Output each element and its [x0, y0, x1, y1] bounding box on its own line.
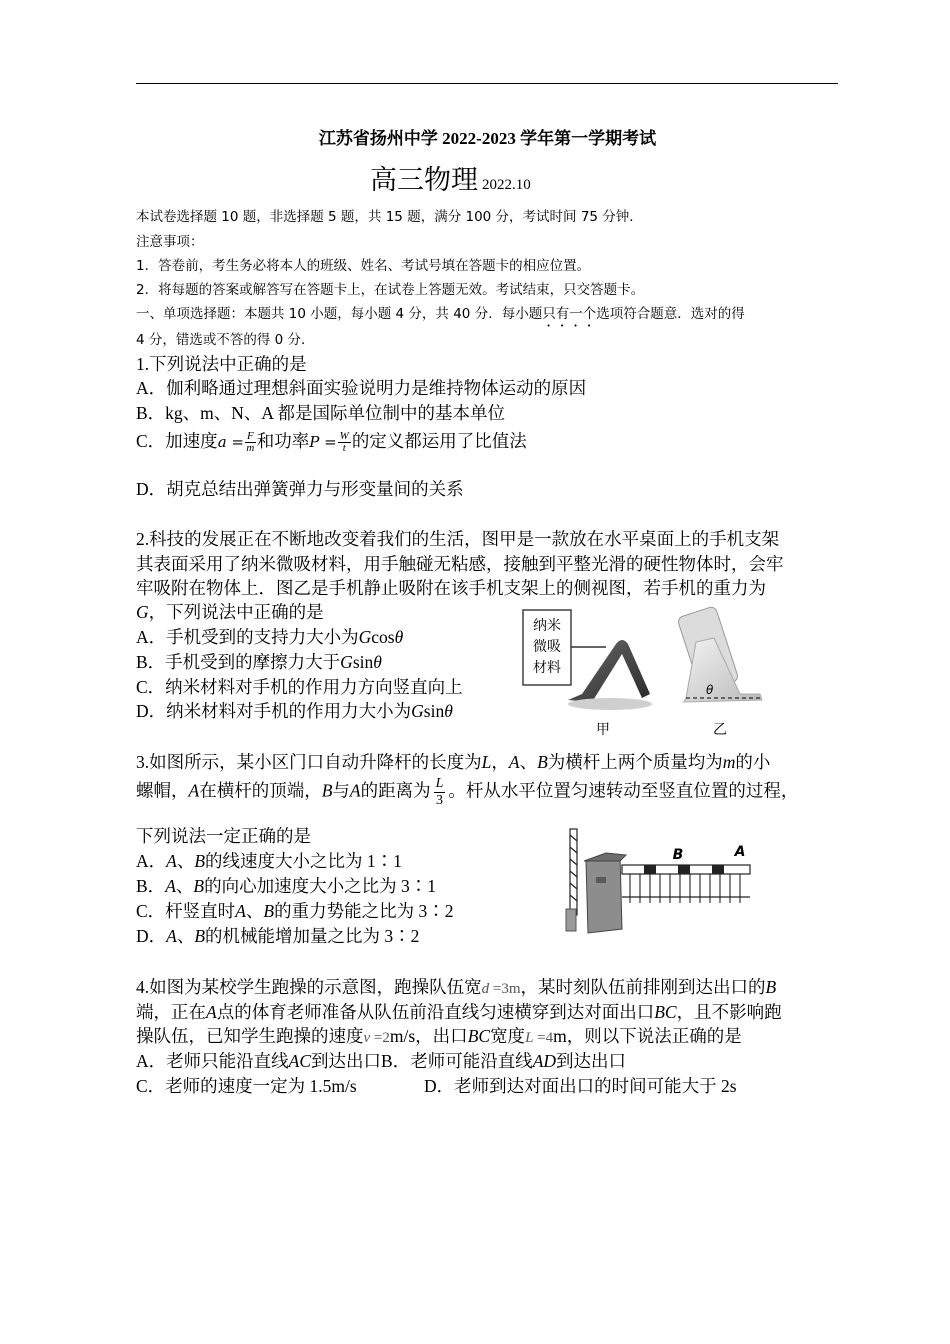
instruction-line-1: 本试卷选择题 10 题，非选择题 5 题，共 15 题，满分 100 分，考试时间 75 分钟．	[136, 209, 643, 225]
q3-l1-b: ，	[491, 752, 509, 772]
q4-l3-c: 宽度	[490, 1026, 526, 1046]
q2-d-g: G	[411, 701, 424, 721]
q2-a-pre: A．手机受到的支持力大小为	[136, 627, 359, 647]
q3-l1-c: 为横杆上两个质量均为	[547, 752, 723, 772]
q1-f1-num: F	[246, 430, 254, 443]
q3-option-b	[136, 873, 436, 898]
q1-formula-p-frac	[338, 431, 351, 454]
q3-option-a	[136, 848, 402, 873]
q2-figure	[518, 602, 780, 742]
q1-formula-a-frac	[245, 431, 256, 454]
q4-d-val: =3m	[489, 981, 521, 997]
q4-b-AD: AD	[532, 1051, 557, 1071]
stand-jia	[568, 640, 650, 702]
q1-option-c-pre: C．加速度	[136, 431, 218, 451]
q3-b-B: B	[193, 876, 205, 896]
exam-date: 2022.10	[482, 177, 531, 193]
top-rule	[136, 83, 838, 84]
q2-line-2: 其表面采用了纳米微吸材料，用手触碰无粘感，接触到平整光滑的硬性物体时，会牢	[136, 554, 784, 574]
q3-c-pre: C．杆竖直时	[136, 901, 236, 921]
q4-a-post: 到达出口	[311, 1051, 382, 1071]
q4-b-post: 到达出口	[556, 1051, 627, 1071]
q4-a-pre: A．老师只能沿直线	[136, 1051, 289, 1071]
q3-b-sep: 、	[175, 876, 194, 896]
q3-b-A: A	[165, 876, 176, 896]
q4-l2-c: ，且不影响跑	[676, 1002, 782, 1022]
q3-d-pre: D．	[136, 926, 167, 946]
q2-option-c: C．纳米材料对手机的作用力方向竖直向上	[136, 677, 463, 697]
q4-L-sym: L	[525, 1030, 534, 1046]
q3-l2-c: 与	[332, 780, 350, 801]
q3-a-B: B	[194, 851, 206, 871]
q4-line-2	[136, 999, 782, 1024]
q3-option-d	[136, 923, 419, 948]
q3-c-post: 的重力势能之比为 3∶2	[274, 901, 454, 921]
q4-l1-b: ，某时刻队伍前排刚到达出口的	[520, 977, 766, 997]
nano-label-l1: 纳米	[533, 618, 561, 634]
q3-d-post: 的机械能增加量之比为 3∶2	[205, 926, 420, 946]
q3-figure	[560, 825, 760, 937]
section-heading	[136, 302, 745, 330]
q3-line-2	[136, 776, 798, 809]
q3-fraction	[434, 776, 446, 809]
bar-stripe-1	[644, 865, 656, 874]
q3-d-B: B	[194, 926, 206, 946]
q1-option-c-mid: 和功率	[256, 431, 310, 451]
fig-point-a: A	[734, 844, 746, 860]
bar-stripe-2	[678, 865, 690, 874]
school-title: 江苏省扬州中学 2022-2023 学年第一学期考试	[318, 129, 657, 148]
q3-l1-A: A	[508, 752, 520, 772]
q3-l1-L: L	[481, 752, 492, 772]
q3-l2-B: B	[321, 780, 333, 801]
section-emphasis: 只有一个	[542, 306, 597, 322]
instruction-line-2: 注意事项：	[136, 234, 204, 250]
section-heading-b: 选项符合题意．选对的得	[596, 306, 745, 322]
q3-option-c	[136, 898, 453, 923]
q3-frac-den: 3	[436, 793, 443, 808]
instruction-line-4: 2．将每题的答案或解答写在答题卡上，在试卷上答题无效。考试结束，只交答题卡。	[136, 282, 645, 298]
q3-l2-A: A	[188, 780, 200, 801]
pole-base	[566, 909, 576, 931]
q2-line-4	[136, 599, 324, 624]
q3-frac-num: L	[435, 776, 444, 791]
q3-b-pre: B．	[136, 876, 166, 896]
gate-box	[586, 855, 622, 933]
q1-formula-p-lhs: P =	[309, 433, 337, 451]
q3-c-sep: 、	[245, 901, 264, 921]
q4-options-ab	[136, 1048, 626, 1073]
q3-l2-a: 螺帽，	[136, 780, 189, 801]
q2-d-pre: D．纳米材料对手机的作用力大小为	[136, 701, 412, 721]
q1-option-c-post: 的定义都运用了比值法	[351, 431, 527, 451]
q2-d-theta: θ	[444, 701, 453, 721]
q1-option-b: B．kg、m、N、A 都是国际单位制中的基本单位	[136, 403, 505, 423]
q1-option-c	[136, 428, 527, 454]
stand-jia-shadow	[568, 698, 652, 710]
q3-a-post: 的线速度大小之比为 1∶1	[205, 851, 402, 871]
q3-d-sep: 、	[176, 926, 195, 946]
fig-theta: θ	[706, 683, 714, 697]
instruction-line-3: 1．答卷前，考生务必将本人的班级、姓名、考试号填在答题卡的相应位置。	[136, 258, 591, 274]
q3-l2-d: 的距离为	[360, 780, 431, 801]
q2-option-d	[136, 698, 453, 723]
nano-label-l2: 微吸	[533, 639, 561, 655]
q2-b-theta: θ	[373, 652, 382, 672]
q2-g: G	[136, 602, 149, 622]
q1-option-d: D．胡克总结出弹簧弹力与形变量间的关系	[136, 479, 464, 499]
grille-bars	[630, 874, 740, 903]
q4-v-sym: v	[363, 1030, 371, 1046]
subject-name: 高三物理	[370, 165, 478, 195]
fig-yi-label: 乙	[713, 722, 727, 738]
q2-d-post: sin	[423, 701, 445, 721]
q3-l1-sep: 、	[519, 752, 538, 772]
q3-l1-B: B	[537, 752, 548, 772]
q4-l3-b: m/s，出口	[389, 1026, 468, 1046]
q4-option-c: C．老师的速度一定为 1.5m/s	[136, 1076, 357, 1096]
q4-l2-a: 端，正在	[136, 1002, 206, 1022]
q3-a-sep: 、	[176, 851, 195, 871]
bar-stripe-3	[712, 865, 724, 874]
q4-option-d: D．老师到达对面出口的时间可能大于 2s	[424, 1076, 737, 1096]
q3-l2-b: 在横杆的顶端，	[199, 780, 322, 801]
q4-a-AC: AC	[288, 1051, 312, 1071]
q4-l3-BC: BC	[467, 1026, 491, 1046]
q4-line-3	[136, 1023, 742, 1048]
q3-l2-A2: A	[349, 780, 361, 801]
q4-line-1	[136, 974, 776, 999]
q4-l1-a: 4.如图为某校学生跑操的示意图，跑操队伍宽	[136, 977, 482, 997]
q1-stem: 1.下列说法中正确的是	[136, 354, 307, 374]
fig-jia-label: 甲	[596, 722, 610, 738]
q1-f1-den: m	[246, 442, 255, 455]
q3-c-B: B	[263, 901, 275, 921]
q3-l2-e: 。杆从水平位置匀速转动至竖直位置的过程，	[448, 780, 799, 801]
fig-point-b: B	[672, 847, 684, 863]
q4-l3-a: 操队伍，已知学生跑操的速度	[136, 1026, 364, 1046]
gate-box-window	[596, 877, 606, 883]
q2-b-pre: B．手机受到的摩擦力大于	[136, 652, 341, 672]
q4-l2-b: 点的体育老师准备从队伍前沿直线匀速横穿到达对面出口	[216, 1002, 655, 1022]
q4-b-pre: B．老师可能沿直线	[381, 1051, 533, 1071]
q1-option-a: A．伽利略通过理想斜面实验说明力是维持物体运动的原因	[136, 378, 587, 398]
q1-f2-den: t	[342, 442, 346, 455]
q2-line-1: 2.科技的发展正在不断地改变着我们的生活，图甲是一款放在水平桌面上的手机支架	[136, 529, 780, 549]
q2-b-post: sin	[352, 652, 374, 672]
subject-title	[370, 158, 531, 197]
q3-a-pre: A．	[136, 851, 167, 871]
q2-option-a	[136, 624, 403, 649]
section-heading-a: 一、单项选择题：本题共 10 小题，每小题 4 分，共 40 分．每小题	[136, 306, 543, 322]
q4-v-val: =2	[370, 1030, 390, 1046]
q4-l2-BC: BC	[654, 1002, 677, 1022]
q1-formula-a-lhs: a =	[217, 433, 244, 451]
q4-l3-d: m，则以下说法正确的是	[553, 1026, 742, 1046]
q1-f2-num: W	[339, 430, 349, 443]
q4-l1-B: B	[765, 977, 777, 997]
q2-line-3: 牢吸附在物体上．图乙是手机静止吸附在该手机支架上的侧视图，若手机的重力为	[136, 578, 766, 598]
q3-line-3: 下列说法一定正确的是	[136, 826, 311, 846]
q2-a-theta: θ	[394, 627, 404, 647]
q2-a-post: cos	[371, 627, 395, 647]
q3-line-1	[136, 749, 770, 774]
q2-a-g: G	[358, 627, 372, 647]
q2-line-4-text: ，下列说法中正确的是	[148, 602, 324, 622]
q3-a-A: A	[166, 851, 177, 871]
gate-box-top	[584, 853, 626, 861]
q3-l1-a: 3.如图所示，某小区门口自动升降杆的长度为	[136, 752, 482, 772]
q3-b-post: 的向心加速度大小之比为 3∶1	[204, 876, 436, 896]
q2-option-b	[136, 649, 382, 674]
q2-b-g: G	[340, 652, 353, 672]
section-heading-line-2: 4 分，错选或不答的得 0 分．	[136, 332, 315, 348]
q4-L-val: =4	[533, 1030, 554, 1046]
nano-label-l3: 材料	[533, 660, 561, 676]
q3-l1-d: 的小	[735, 752, 771, 772]
q3-c-A: A	[235, 901, 246, 921]
q3-l1-m: m	[722, 752, 736, 772]
q4-l2-A: A	[206, 1002, 217, 1022]
q3-d-A: A	[166, 926, 177, 946]
q4-d-sym: d	[481, 981, 490, 997]
